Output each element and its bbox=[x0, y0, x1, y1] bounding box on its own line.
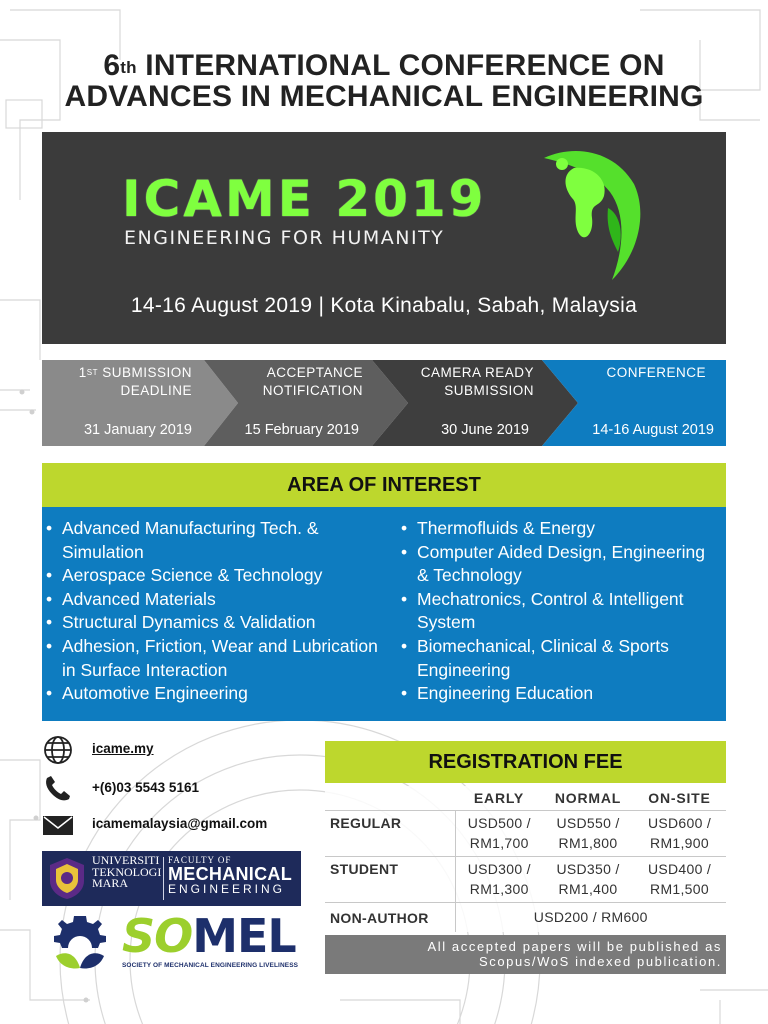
event-date-venue: 14-16 August 2019 | Kota Kinabalu, Sabah, Malaysia bbox=[130, 294, 638, 317]
fee-usd: USD500 / bbox=[467, 815, 531, 831]
step-2-label-2: NOTIFICATION bbox=[262, 383, 363, 398]
somel-mel: MEL bbox=[192, 909, 296, 963]
topic-item: • Advanced Manufacturing Tech. & Simulation bbox=[42, 517, 382, 564]
fee-col-normal: NORMAL bbox=[554, 789, 622, 806]
title-line-1: INTERNATIONAL CONFERENCE ON bbox=[136, 49, 665, 82]
timeline-step-submission bbox=[42, 360, 192, 446]
step-1-num: 1 bbox=[78, 365, 87, 380]
step-3-date: 30 June 2019 bbox=[441, 422, 529, 438]
timeline bbox=[42, 360, 726, 446]
topic-item: • Advanced Materials bbox=[42, 588, 382, 612]
step-1-date: 31 January 2019 bbox=[83, 422, 192, 438]
topic-item: • Engineering Education bbox=[397, 682, 717, 706]
uitm-line-2: TEKNOLOGI bbox=[92, 864, 162, 879]
hero-banner bbox=[42, 132, 726, 344]
step-3-label: CAMERA READY bbox=[420, 365, 534, 380]
topic-item: • Aerospace Science & Technology bbox=[42, 564, 382, 588]
fee-row-label: NON-AUTHOR bbox=[325, 902, 455, 932]
registration-fee-table bbox=[325, 786, 726, 932]
topics-right-list bbox=[397, 517, 717, 706]
fee-row-student bbox=[325, 856, 726, 902]
fee-rm: RM1,700 bbox=[469, 835, 529, 851]
timeline-step-camera-ready bbox=[382, 360, 534, 446]
topic-item: • Biomechanical, Clinical & Sports Engineering bbox=[397, 635, 717, 682]
fee-cell-non-author: USD200 / RM600 bbox=[455, 902, 726, 932]
fee-header-blank bbox=[325, 786, 455, 810]
fee-rm: RM1,300 bbox=[469, 881, 529, 897]
fee-rm: RM1,900 bbox=[650, 835, 709, 851]
step-2-label: ACCEPTANCE bbox=[266, 365, 363, 380]
note-line-1: All accepted papers will be published as bbox=[427, 939, 722, 954]
topic-item: • Computer Aided Design, Engineering & Technology bbox=[397, 541, 717, 588]
fee-rm: RM1,400 bbox=[558, 881, 618, 897]
step-4-date: 14-16 August 2019 bbox=[592, 422, 714, 438]
somel-subtitle: SOCIETY OF MECHANICAL ENGINEERING LIVELINESS bbox=[122, 962, 299, 969]
topic-item: • Automotive Engineering bbox=[42, 682, 382, 706]
logo-divider bbox=[163, 857, 164, 900]
email-address[interactable]: icamemalaysia@gmail.com bbox=[92, 816, 268, 831]
timeline-step-acceptance bbox=[212, 360, 363, 446]
area-of-interest-heading: AREA OF INTEREST bbox=[42, 463, 726, 507]
publication-note bbox=[325, 935, 726, 974]
fee-usd: USD300 / bbox=[467, 861, 531, 877]
conference-title bbox=[0, 50, 768, 112]
topic-item: • Structural Dynamics & Validation bbox=[42, 611, 382, 635]
step-4-label: CONFERENCE bbox=[606, 365, 706, 380]
title-ordinal: 6 bbox=[103, 49, 121, 82]
globe-icon bbox=[534, 144, 644, 284]
title-ordinal-suffix: th bbox=[120, 58, 137, 77]
uitm-line-3: MARA bbox=[92, 876, 129, 890]
event-logo-text: ICAME 2019 bbox=[122, 170, 487, 228]
globe-icon bbox=[42, 735, 74, 765]
fee-cell bbox=[455, 810, 543, 856]
fee-cell bbox=[455, 856, 543, 902]
fee-col-early: EARLY bbox=[473, 789, 525, 806]
fee-header-row bbox=[325, 786, 726, 810]
phone-icon bbox=[42, 774, 74, 804]
fee-usd: USD350 / bbox=[556, 861, 620, 877]
faculty-line-2: MECHANICAL bbox=[168, 864, 292, 884]
fee-usd: USD600 / bbox=[647, 815, 712, 831]
somel-logo bbox=[48, 909, 299, 974]
envelope-icon bbox=[42, 810, 74, 840]
note-line-2: Scopus/WoS indexed publication. bbox=[478, 954, 722, 969]
phone-number: +(6)03 5543 5161 bbox=[92, 780, 199, 795]
step-1-sup: ST bbox=[86, 368, 98, 377]
topic-item: • Adhesion, Friction, Wear and Lubrication in Surface Interaction bbox=[42, 635, 382, 682]
fee-row-label: REGULAR bbox=[325, 810, 455, 856]
area-of-interest-panel bbox=[42, 507, 726, 721]
faculty-line-1: FACULTY OF bbox=[168, 855, 232, 865]
fee-usd: USD400 / bbox=[647, 861, 712, 877]
fee-cell bbox=[633, 856, 726, 902]
event-tagline: ENGINEERING FOR HUMANITY bbox=[124, 227, 445, 249]
topic-item: • Thermofluids & Energy bbox=[397, 517, 717, 541]
uitm-faculty-logo bbox=[42, 851, 301, 906]
fee-rm: RM1,800 bbox=[558, 835, 618, 851]
uitm-line-1: UNIVERSITI bbox=[92, 853, 160, 867]
fee-row-non-author bbox=[325, 902, 726, 932]
topic-item: • Mechatronics, Control & Intelligent System bbox=[397, 588, 717, 635]
fee-row-regular bbox=[325, 810, 726, 856]
somel-so: SO bbox=[122, 909, 193, 963]
step-1-label-2: DEADLINE bbox=[120, 383, 192, 398]
uitm-crest-icon bbox=[48, 857, 86, 900]
fee-col-onsite: ON-SITE bbox=[648, 789, 711, 806]
registration-fee-heading: REGISTRATION FEE bbox=[325, 741, 726, 783]
fee-rm: RM1,500 bbox=[650, 881, 709, 897]
fee-row-label: STUDENT bbox=[325, 856, 455, 902]
title-line-2: ADVANCES IN MECHANICAL ENGINEERING bbox=[64, 80, 704, 113]
fee-cell bbox=[543, 856, 633, 902]
fee-cell bbox=[543, 810, 633, 856]
topics-left-list bbox=[42, 517, 382, 706]
gear-leaf-icon bbox=[48, 912, 114, 974]
step-1-label: SUBMISSION bbox=[97, 365, 192, 380]
fee-cell bbox=[633, 810, 726, 856]
website-link[interactable]: icame.my bbox=[92, 741, 154, 756]
step-2-date: 15 February 2019 bbox=[244, 422, 359, 438]
faculty-line-3: ENGINEERING bbox=[168, 882, 286, 896]
timeline-step-conference bbox=[572, 360, 714, 446]
step-3-label-2: SUBMISSION bbox=[444, 383, 534, 398]
fee-usd: USD550 / bbox=[556, 815, 620, 831]
